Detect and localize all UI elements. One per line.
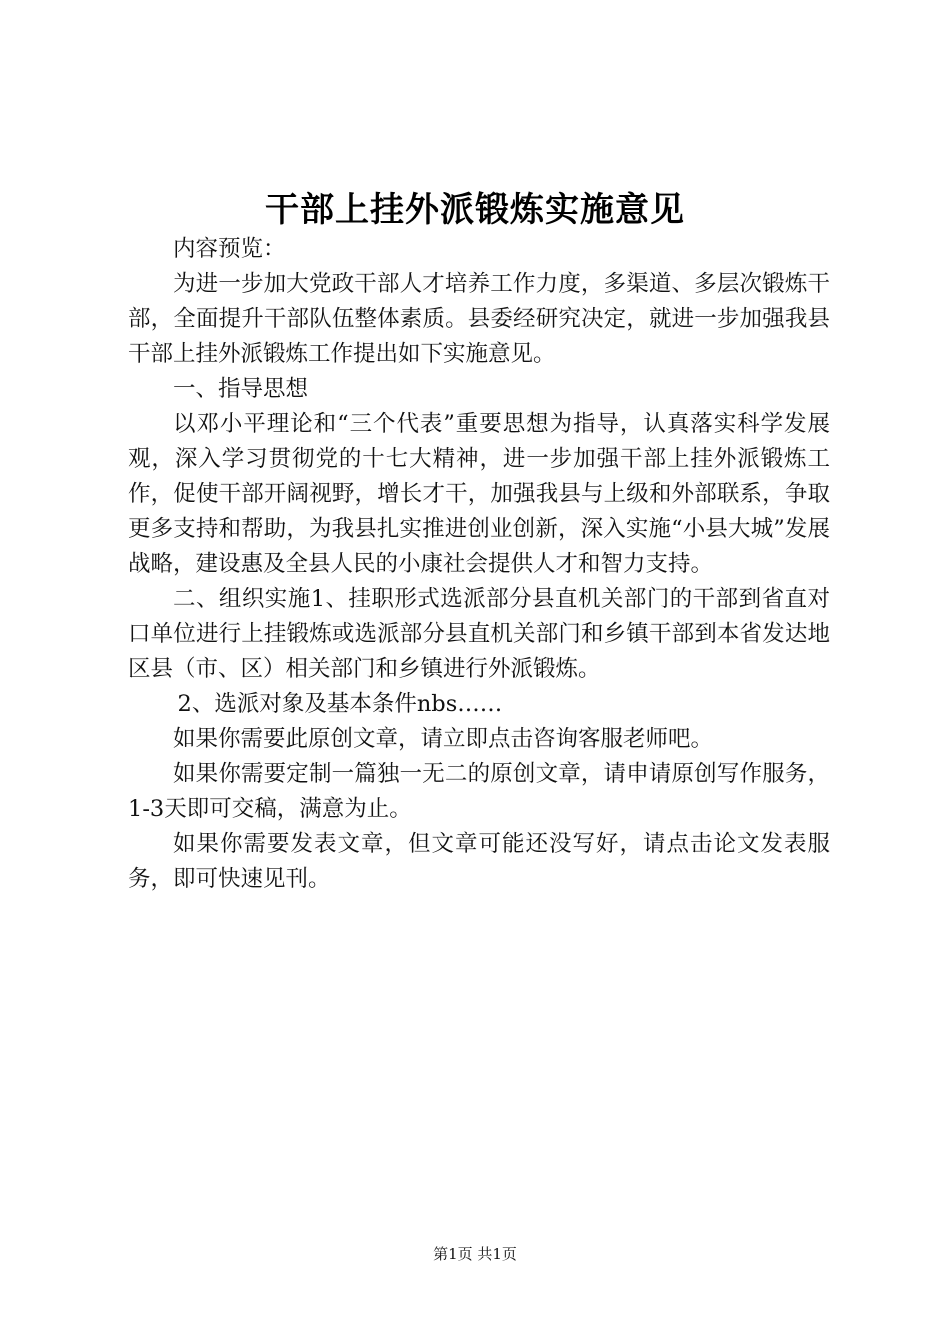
consult-service-link[interactable]: 如果你需要此原创文章，请立即点击咨询客服老师吧。 [173,726,714,752]
document-title: 干部上挂外派锻炼实施意见 [265,190,685,230]
publishing-service-link[interactable]: 如果你需要发表文章，但文章可能还没写好，请点击论文发表服务，即可快速见刊。 [128,831,830,892]
preview-label: 内容预览： [173,236,286,262]
guiding-thought-paragraph: 以邓小平理论和“三个代表”重要思想为指导，认真落实科学发展观，深入学习贯彻党的十七大精神，进一步加强干部上挂外派锻炼工作，促使干部开阔视野，增长才干，加强我县与上级和外部联系，争取更多支持和帮助，为我县扎实推进创业创新，深入实施“小县大城”发展战略，建设惠及全县人民的小康社会提供人才和智力支持。 [128,411,830,577]
section-heading-guiding-thought: 一、指导思想 [173,376,309,402]
document-body [128,232,830,897]
selection-criteria-paragraph: 2、选派对象及基本条件nbs…… [177,691,503,717]
custom-writing-link[interactable]: 如果你需要定制一篇独一无二的原创文章，请申请原创写作服务，1-3天即可交稿，满意为止。 [128,761,830,822]
intro-paragraph: 为进一步加大党政干部人才培养工作力度，多渠道、多层次锻炼干部，全面提升干部队伍整体素质。县委经研究决定，就进一步加强我县干部上挂外派锻炼工作提出如下实施意见。 [128,271,830,367]
organization-paragraph: 二、组织实施1、挂职形式选派部分县直机关部门的干部到省直对口单位进行上挂锻炼或选派部分县直机关部门和乡镇干部到本省发达地区县（市、区）相关部门和乡镇进行外派锻炼。 [128,586,830,682]
page-number-footer: 第1页 共1页 [433,1245,517,1263]
